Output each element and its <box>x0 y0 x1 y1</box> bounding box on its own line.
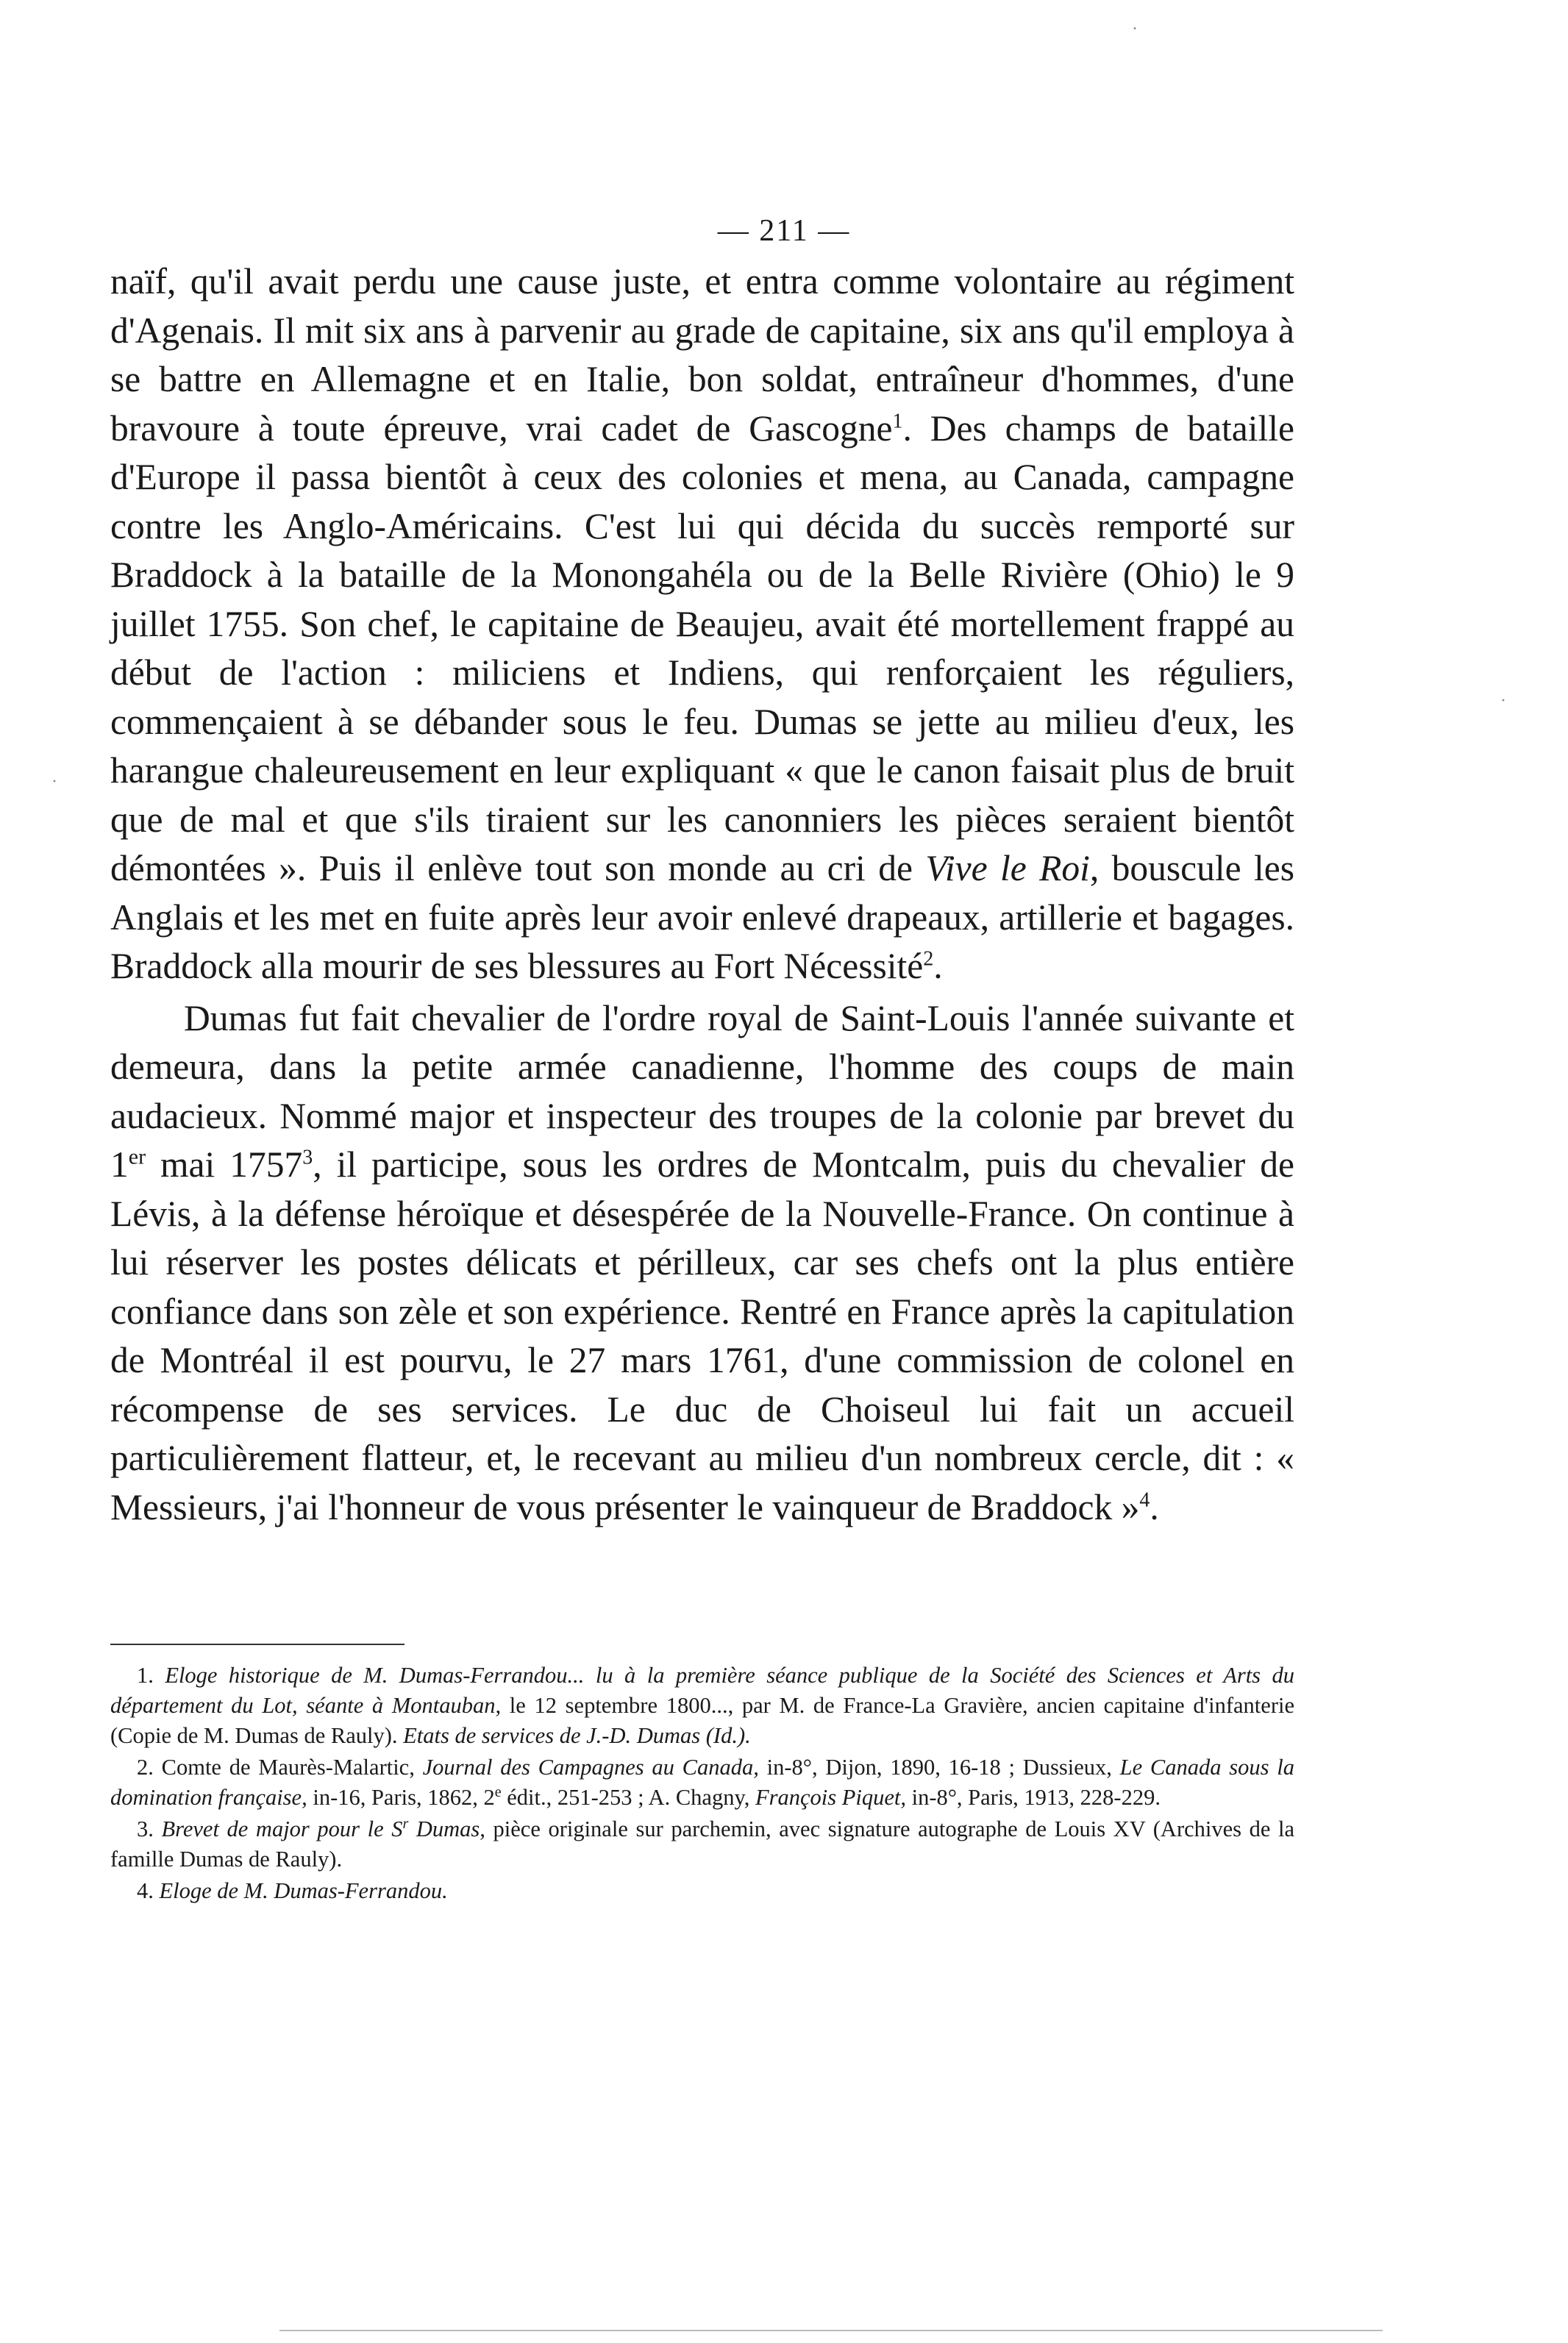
footnote-ref-3[interactable]: 3 <box>302 1146 313 1169</box>
footnote-separator <box>110 1644 405 1645</box>
main-text <box>110 257 1294 1532</box>
scan-mark: . <box>1133 15 1137 34</box>
footnote-ref-1[interactable]: 1 <box>892 410 903 432</box>
footnote-ref-2[interactable]: 2 <box>923 947 934 971</box>
paragraph-1: naïf, qu'il avait perdu une cause juste, et entra comme volontaire au régiment d'Agenais. Il mit six ans à parvenir au grade de capitaine, six ans qu'il employa à se battre en Allemagne et en Italie, bon soldat, entraîneur d'hommes, d'une bravoure à toute épreuve, vrai cadet de Gascogne$^1$. Des champs de bataille d'Europe il passa bientôt à ceux des colonies et mena, au Canada, campagne contre les Anglo-Américains. C'est lui qui décida du succès remporté sur Braddock à la bataille de la Monongahéla ou de la Belle Rivière (Ohio) le 9 juillet 1755. Son chef, le capitaine de Beaujeu, avait été mortellement frappé au début de l'action : miliciens et Indiens, qui renforçaient les réguliers, commençaient à se débander sous le feu. Dumas se jette au milieu d'eux, les harangue chaleureusement en leur expliquant « que le canon faisait plus de bruit que de mal et que s'ils tiraient sur les canonniers les pièces seraient bientôt démontées ». Puis il enlève tout son monde au cri de Vive le Roi, bouscule les Anglais et les met en fuite après leur avoir enlevé drapeaux, artillerie et bagages. Braddock alla mourir de ses blessures au Fort Nécessité$^2$. <box>110 261 1294 986</box>
footnote-3: 3. Brevet de major pour le $S^r$ Dumas, pièce originale sur parchemin, avec signature autographe de Louis XV (Archives de la famille Dumas de Rauly). <box>110 1815 1295 1872</box>
scan-mark: · <box>51 772 57 791</box>
footnote-2: 2. Comte de Maurès-Malartic, Journal des Campagnes au Canada, in-8°, Dijon, 1890, 16-18 ; Dussieux, Le Canada sous la domination française, in-16, Paris, 1862, 2e édit., 251-253 ; A. Chagny, François Piquet, in-8°, Paris, 1913, 228-229. <box>110 1755 1294 1810</box>
page-number: — 211 — <box>717 214 851 248</box>
paragraph-2: Dumas fut fait chevalier de l'ordre royal de Saint-Louis l'année suivante et demeura, dans la petite armée canadienne, l'homme des coups de main audacieux. Nommé major et inspecteur des troupes de la colonie par brevet du 1er mai 1757$^3$, il participe, sous les ordres de Montcalm, puis du chevalier de Lévis, à la défense héroïque et désespérée de la Nouvelle-France. On continue à lui réserver les postes délicats et périlleux, car ses chefs ont la plus entière confiance dans son zèle et son expérience. Rentré en France après la capitulation de Montréal il est pourvu, le 27 mars 1761, d'une commission de colonel en récompense de ses services. Le duc de Choiseul lui fait un accueil particulièrement flatteur, et, le recevant au milieu d'un nombreux cercle, dit : « Messieurs, j'ai l'honneur de vous présenter le vainqueur de Braddock »$^4$. <box>110 997 1294 1527</box>
footnote-ref-4[interactable]: 4 <box>1139 1488 1150 1511</box>
bottom-edge-line <box>279 2330 1383 2331</box>
footnote-4: 4. Eloge de M. Dumas-Ferrandou. <box>137 1878 448 1903</box>
scan-mark: · <box>1500 691 1506 710</box>
footnote-1: 1. Eloge historique de M. Dumas-Ferrandou... lu à la première séance publique de la Société des Sciences et Arts du département du Lot, séante à Montauban, le 12 septembre 1800..., par M. de France-La Gravière, ancien capitaine d'infanterie (Copie de M. Dumas de Rauly). Etats de services de J.-D. Dumas (Id.). <box>110 1663 1294 1748</box>
footnotes <box>110 1661 1294 1908</box>
italic-phrase: Vive le Roi <box>925 848 1090 888</box>
